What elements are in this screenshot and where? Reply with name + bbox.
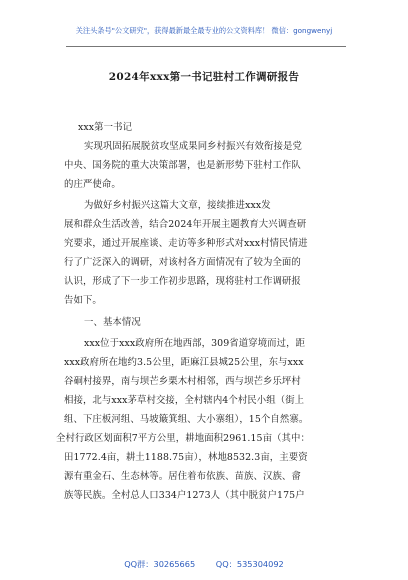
paragraph-line: 认识，形成了下一步工作初步思路，现将驻村工作调研报 xyxy=(64,276,301,287)
paragraph-line: 谷硐村接界，南与坝芒乡栗木村相邻，西与坝芒乡乐坪村 xyxy=(64,376,301,387)
paragraph-line: 全村行政区划面积7平方公里，耕地面积2961.15亩（其中： xyxy=(56,433,310,444)
author-line: xxx第一书记 xyxy=(78,122,133,133)
header-banner: 关注头条号"公文研究"，获得最新最全最专业的公文资料库！ 微信：gongwenyj xyxy=(75,26,333,35)
footer-contact xyxy=(0,559,408,570)
paragraph-line: 相接，北与xxx茅草村交接，全村辖内4个村民小组（街上 xyxy=(64,395,305,406)
section-heading: 一、基本情况 xyxy=(84,317,141,328)
paragraph-line: xxx位于xxx政府所在地西部，309省道穿境而过，距 xyxy=(84,338,306,349)
footer-qq-group: QQ群：30265665 xyxy=(124,559,196,569)
paragraph-line: 源有重金石、生态林等。居住着布依族、苗族、汉族、畲 xyxy=(64,471,301,482)
header-divider xyxy=(66,46,346,47)
footer-qq-number: QQ：535304092 xyxy=(215,559,284,569)
paragraph-line: 田1772.4亩，耕土1188.75亩），林地8532.3亩，主要资 xyxy=(64,452,308,463)
paragraph-line: 告如下。 xyxy=(64,295,102,306)
page-title: 2024年xxx第一书记驻村工作调研报告 xyxy=(108,71,300,83)
paragraph-line: 展和群众生活改善，结合2024年开展主题教育大兴调查研 xyxy=(64,219,307,230)
paragraph-line: 为做好乡村振兴这篇大文章，接续推进xxx发 xyxy=(84,200,271,211)
paragraph-line: xxx政府所在地约3.5公里，距麻江县城25公里，东与xxx xyxy=(64,357,304,368)
paragraph-line: 的庄严使命。 xyxy=(64,179,121,190)
paragraph-line: 组、下庄板河组、马坡簸箕组、大小寨组），15个自然寨。 xyxy=(64,414,309,425)
paragraph-line: 族等民族。全村总人口334户1273人（其中脱贫户175户 xyxy=(64,490,305,501)
paragraph-line: 中央、国务院的重大决策部署，也是新形势下驻村工作队 xyxy=(64,160,301,171)
paragraph-line: 实现巩固拓展脱贫攻坚成果同乡村振兴有效衔接是党 xyxy=(84,141,302,152)
paragraph-line: 究要求，通过开展座谈、走访等多种形式对xxx村情民情进 xyxy=(64,238,308,249)
paragraph-line: 行了广泛深入的调研，对该村各方面情况有了较为全面的 xyxy=(64,257,301,268)
